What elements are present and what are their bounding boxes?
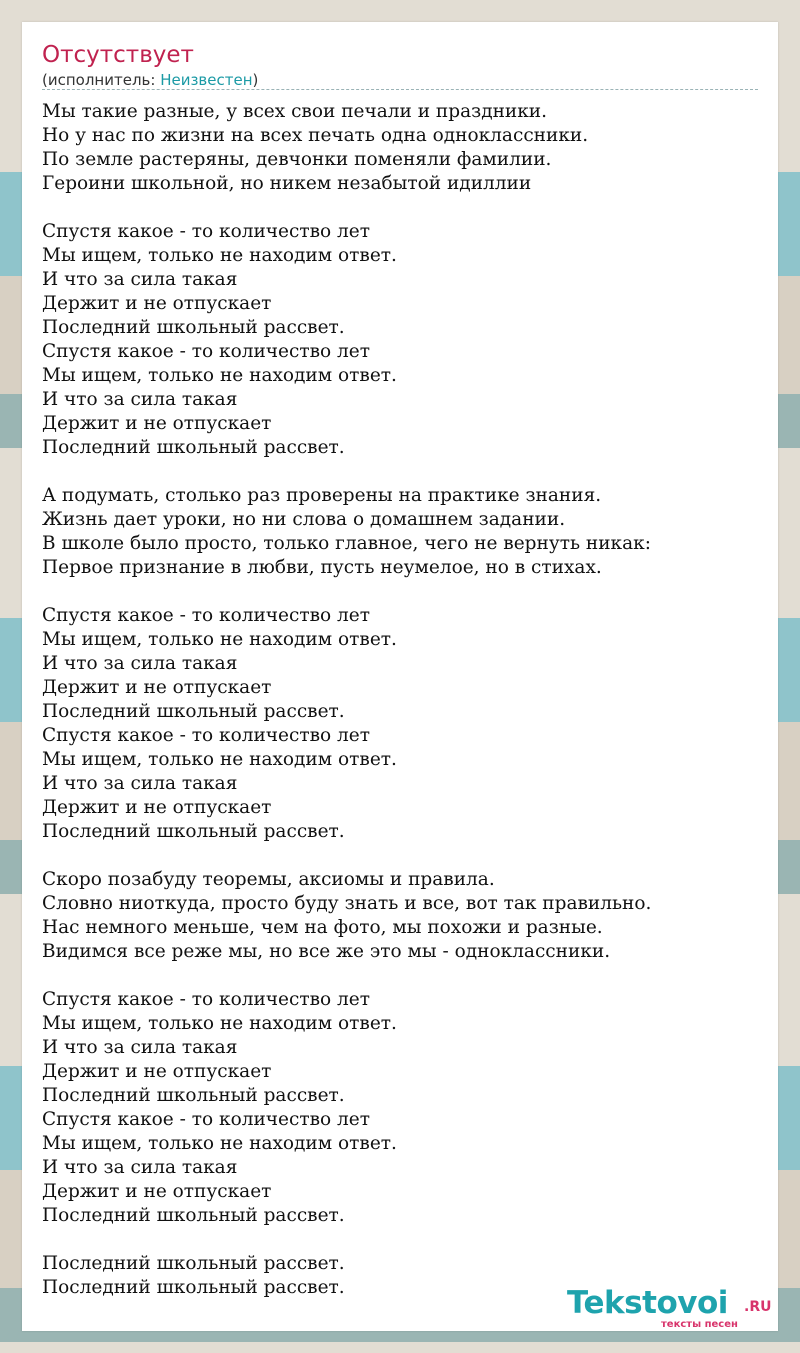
lyric-line: Жизнь дает уроки, но ни слова о домашнем задании. [42,509,566,530]
stanza-break [42,844,758,868]
lyric-line: Скоро позабуду теоремы, аксиомы и правила. [42,869,495,890]
lyric-line: Мы такие разные, у всех свои печали и праздники. [42,101,548,122]
lyric-line: Последний школьный рассвет. [42,701,345,722]
artist-line [42,71,258,89]
lyric-line: И что за сила такая [42,269,238,290]
lyric-line: В школе было просто, только главное, чего не вернуть никак: [42,533,651,554]
site-logo[interactable] [567,1285,777,1331]
lyric-line: Мы ищем, только не находим ответ. [42,1013,397,1034]
lyric-line: Словно ниоткуда, просто буду знать и все, вот так правильно. [42,893,652,914]
lyric-line: Мы ищем, только не находим ответ. [42,749,397,770]
stanza-break [42,1228,758,1252]
lyric-line: И что за сила такая [42,1157,238,1178]
lyric-line: Последний школьный рассвет. [42,437,345,458]
lyric-line: Мы ищем, только не находим ответ. [42,1133,397,1154]
logo-subtitle: тексты песен [661,1319,738,1330]
lyric-line: А подумать, столько раз проверены на практике знания. [42,485,602,506]
artist-suffix: ) [252,71,259,89]
lyric-line: Видимся все реже мы, но все же это мы - одноклассники. [42,941,611,962]
lyric-line: Спустя какое - то количество лет [42,605,370,626]
lyric-line: Последний школьный рассвет. [42,821,345,842]
lyric-line: Нас немного меньше, чем на фото, мы похожи и разные. [42,917,603,938]
lyric-line: Последний школьный рассвет. [42,1085,345,1106]
lyric-line: По земле растеряны, девчонки поменяли фамилии. [42,149,552,170]
title-divider [42,89,758,90]
lyric-line: Но у нас по жизни на всех печать одна одноклассники. [42,125,589,146]
lyric-line: Держит и не отпускает [42,677,272,698]
lyric-line: Первое признание в любви, пусть неумелое, но в стихах. [42,557,602,578]
lyric-line: И что за сила такая [42,1037,238,1058]
lyric-line: Спустя какое - то количество лет [42,725,370,746]
lyric-line: Держит и не отпускает [42,413,272,434]
lyric-line: Последний школьный рассвет. [42,1205,345,1226]
lyric-line: И что за сила такая [42,389,238,410]
artist-link[interactable]: Неизвестен [160,71,253,89]
lyric-line: Спустя какое - то количество лет [42,989,370,1010]
lyric-line: Держит и не отпускает [42,1061,272,1082]
lyric-line: Держит и не отпускает [42,293,272,314]
lyric-line: И что за сила такая [42,653,238,674]
lyric-line: Последний школьный рассвет. [42,1277,345,1298]
lyric-line: Героини школьной, но никем незабытой идиллии [42,173,532,194]
song-title: Отсутствует [42,42,194,68]
stanza-break [42,580,758,604]
stanza-break [42,964,758,988]
lyrics-card [22,22,778,1331]
lyric-line: Спустя какое - то количество лет [42,1109,370,1130]
lyric-line: Спустя какое - то количество лет [42,221,370,242]
lyric-line: Мы ищем, только не находим ответ. [42,365,397,386]
artist-prefix: (исполнитель: [42,71,161,89]
lyric-line: Спустя какое - то количество лет [42,341,370,362]
logo-tld: .RU [744,1299,772,1315]
stanza-break [42,460,758,484]
lyric-line: Мы ищем, только не находим ответ. [42,629,397,650]
lyric-line: Держит и не отпускает [42,1181,272,1202]
lyric-line: Мы ищем, только не находим ответ. [42,245,397,266]
lyric-line: И что за сила такая [42,773,238,794]
lyric-line: Держит и не отпускает [42,797,272,818]
logo-wordmark: Tekstovoi [567,1285,728,1321]
lyrics-text [42,100,758,1300]
lyric-line: Последний школьный рассвет. [42,1253,345,1274]
stanza-break [42,196,758,220]
lyric-line: Последний школьный рассвет. [42,317,345,338]
